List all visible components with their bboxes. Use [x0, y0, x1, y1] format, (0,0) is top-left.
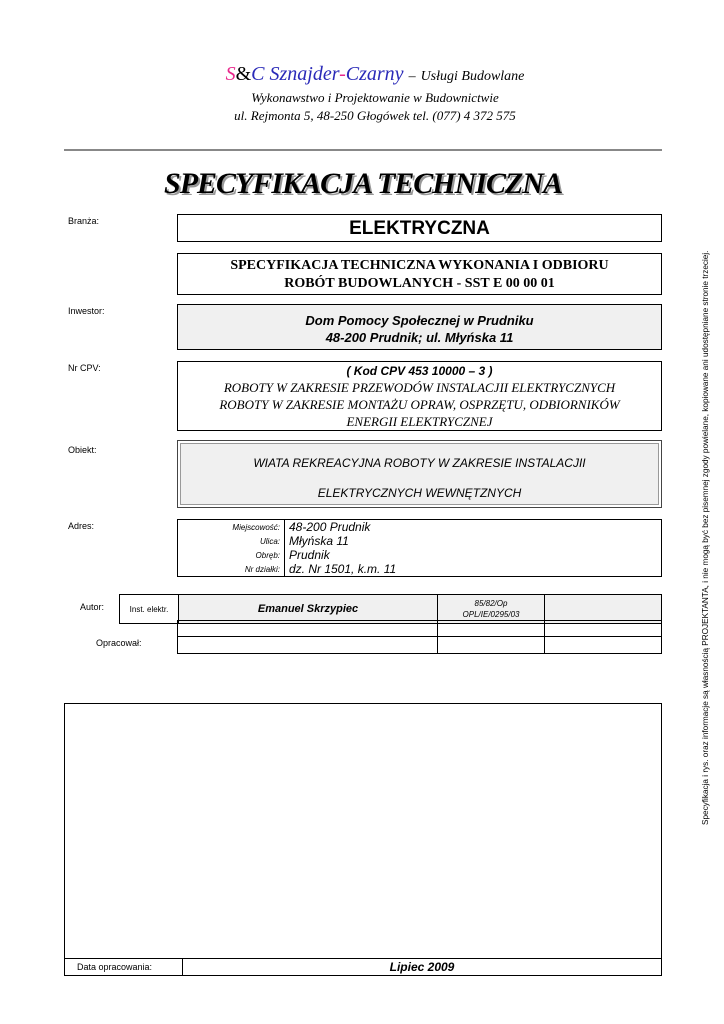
inwestor-line1: Dom Pomocy Społecznej w Prudniku [305, 313, 534, 328]
autor-name: Emanuel Skrzypiec [179, 595, 438, 624]
obiekt-line1: WIATA REKREACYJNA ROBOTY W ZAKRESIE INSTALACJII [253, 456, 586, 470]
side-note: Specyfikacja i rys. oraz informacje są własnością PROJEKTANTA, i nie mogą być bez pisemnej zgody powielane, kopiowane ani udostępniane stronie trzeciej. [701, 250, 710, 825]
date-label: Data opracowania: [65, 959, 183, 976]
opracowal-cell [438, 637, 545, 654]
date-row [65, 959, 662, 976]
adres-row [178, 562, 662, 577]
company-name2: Czarny [345, 63, 404, 85]
company-sep: – [408, 69, 416, 84]
opracowal-cell [178, 637, 438, 654]
inwestor-box [177, 304, 662, 350]
company-header [60, 62, 690, 125]
spec-line2: ROBÓT BUDOWLANYCH - SST E 00 00 01 [284, 276, 555, 291]
branza-label: Branża: [68, 216, 100, 226]
autor-license-2: OPL/IE/0295/03 [462, 610, 520, 619]
company-dash: - [339, 63, 346, 85]
header-rule [64, 149, 662, 151]
branza-box [177, 214, 662, 242]
cpv-code: ( Kod CPV 453 10000 – 3 ) [346, 364, 493, 378]
cpv-box [177, 361, 662, 431]
company-s: S [225, 63, 236, 85]
cpv-line2: ROBOTY W ZAKRESIE MONTAŻU OPRAW, OSPRZĘTU, ODBIORNIKÓW [219, 397, 620, 412]
spec-box [177, 253, 662, 295]
company-address: ul. Rejmonta 5, 48-250 Głogówek tel. (077) 4 372 575 [234, 108, 516, 123]
obiekt-label: Obiekt: [68, 445, 97, 455]
adres-key: Miejscowość: [178, 520, 285, 535]
opracowal-cell [545, 637, 662, 654]
branza-value: ELEKTRYCZNA [349, 218, 490, 239]
page-title: SPECYFIKACJA TECHNICZNA [164, 167, 562, 200]
company-tagline: Usługi Budowlane [420, 69, 525, 84]
opracowal-table [177, 620, 662, 654]
adres-value: Młyńska 11 [289, 534, 349, 548]
adres-key: Nr działki: [178, 562, 285, 577]
adres-value: dz. Nr 1501, k.m. 11 [289, 562, 397, 576]
cpv-line3: ENERGII ELEKTRYCZNEJ [346, 414, 493, 429]
adres-key: Obręb: [178, 548, 285, 562]
inwestor-label: Inwestor: [68, 306, 105, 316]
opracowal-cell [545, 621, 662, 637]
company-name [60, 62, 690, 89]
date-value: Lipiec 2009 [183, 959, 662, 976]
adres-table [177, 519, 662, 577]
company-amp: & [235, 63, 252, 85]
adres-row [178, 548, 662, 562]
adres-key: Ulica: [178, 534, 285, 548]
date-table [64, 958, 662, 976]
company-name1: Sznajder [269, 63, 340, 85]
adres-label: Adres: [68, 521, 95, 531]
obiekt-box [177, 440, 662, 508]
inwestor-line2: 48-200 Prudnik; ul. Młyńska 11 [325, 330, 514, 345]
opracowal-row [178, 637, 662, 654]
autor-license-1: 85/82/Op [474, 599, 508, 608]
obiekt-inner [180, 443, 659, 505]
adres-row [178, 520, 662, 535]
cpv-line1: ROBOTY W ZAKRESIE PRZEWODÓW INSTALACJII ELEKTRYCZNYCH [223, 380, 616, 395]
drawing-frame [64, 703, 662, 959]
adres-row [178, 534, 662, 548]
opracowal-row [178, 621, 662, 637]
cpv-label: Nr CPV: [68, 363, 101, 373]
autor-role: Inst. elektr. [120, 595, 179, 624]
obiekt-line2: ELEKTRYCZNYCH WEWNĘTZNYCH [317, 486, 522, 500]
opracowal-cell [438, 621, 545, 637]
opracowal-label: Opracował: [96, 638, 142, 648]
autor-label: Autor: [80, 602, 105, 612]
spec-line1: SPECYFIKACJA TECHNICZNA WYKONANIA I ODBIORU [230, 258, 609, 273]
adres-value: Prudnik [289, 548, 330, 562]
opracowal-cell [178, 621, 438, 637]
adres-value: 48-200 Prudnik [289, 520, 371, 534]
company-c: C [251, 63, 265, 85]
company-line2: Wykonawstwo i Projektowanie w Budownictwie [251, 90, 499, 105]
